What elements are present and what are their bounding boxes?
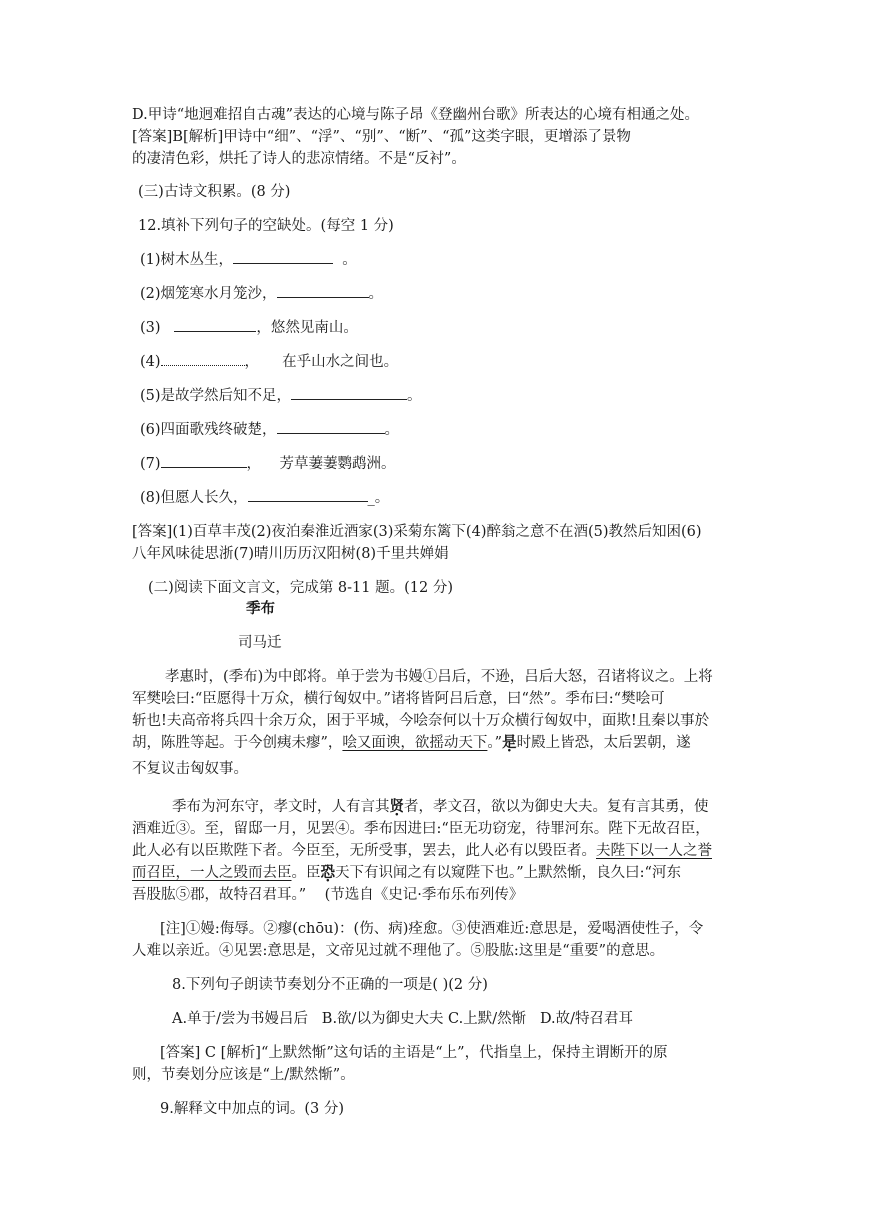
dotted-word: 贤	[389, 798, 404, 815]
passage-text: 时殿上皆恐，太后罢朝，遂	[516, 735, 691, 751]
fill-text: 在乎山水之间也。	[282, 354, 399, 370]
passage-text: 。臣	[291, 865, 321, 881]
notes-line: 人难以亲近。④见罢:意思是，文帝见过就不理他了。⑤股肱:这里是“重要”的意思。	[132, 943, 665, 959]
fill-text: (4)	[140, 354, 161, 370]
passage-p2-line	[132, 884, 523, 906]
option-d-line: D.甲诗“地迥难招自古魂”表达的心境与陈子昂《登幽州台歌》所表达的心境有相通之处。	[132, 107, 700, 123]
fill-text: (3)	[140, 320, 161, 336]
fill-text: (2)烟笼寒水月笼沙，	[140, 286, 277, 302]
fill-item-3	[140, 317, 358, 339]
question-8-stem: 8.下列句子朗读节奏划分不正确的一项是( )(2 分)	[172, 977, 488, 993]
blank-line	[233, 249, 333, 264]
fill-text: (8)但愿人长久，	[140, 490, 248, 506]
blank-line	[277, 283, 369, 298]
blank-line	[161, 453, 247, 468]
dotted-word: 是	[502, 734, 517, 751]
passage-text: 吾股肱⑤郡，故特召君耳。”	[132, 887, 307, 903]
passage-p2-line: 酒难近③。至，留邸一月，见罢④。季布因进曰:“臣无功窃宠，待罪河东。陛下无故召臣，	[132, 821, 710, 837]
question-9-stem: 9.解释文中加点的词。(3 分)	[160, 1101, 344, 1117]
passage-p2-line	[172, 796, 709, 818]
passage-text: 者，孝文召，欲以为御史大夫。复有言其勇，使	[404, 799, 709, 815]
question-8-answer: [答案] C [解析]“上默然惭”这句话的主语是“上”，代指皇上，保持主谓断开的原	[160, 1045, 668, 1061]
passage-p1-line	[132, 732, 691, 754]
passage-text: 。”	[487, 735, 503, 751]
passage-author: 司马迁	[238, 635, 282, 651]
section-heading: (三)古诗文积累。(8 分)	[138, 184, 291, 200]
fill-item-6	[140, 419, 399, 441]
dotted-word: 恐	[320, 864, 335, 881]
fill-text: (6)四面歌残终破楚，	[140, 422, 277, 438]
question-12-stem: 12.填补下列句子的空缺处。(每空 1 分)	[138, 218, 394, 234]
underlined-phrase: 而召臣，一人之毁而去臣	[132, 865, 292, 881]
blank-line	[277, 419, 385, 434]
fill-text: ，	[246, 456, 262, 472]
fill-item-4	[140, 351, 398, 373]
fill-text: 。	[342, 252, 357, 268]
answer-12-line: [答案](1)百草丰茂(2)夜泊秦淮近酒家(3)采菊东篱下(4)醉翁之意不在酒(5)教然后知困(6)	[132, 524, 702, 540]
fill-item-1	[140, 249, 357, 271]
fill-item-7	[140, 453, 395, 475]
answer-line-cont: 的凄清色彩，烘托了诗人的悲凉情绪。不是“反衬”。	[132, 151, 466, 167]
fill-text: ，	[244, 354, 260, 370]
passage-source: (节选自《史记·季布乐布列传》	[324, 887, 524, 903]
fill-text: ，悠然见南山。	[256, 320, 358, 336]
underlined-phrase: 夫陛下以一人之誉	[596, 843, 712, 859]
passage-p1-line: 军樊哙曰:“臣愿得十万众，横行匈奴中。”诸将皆阿吕后意，曰“然”。季布曰:“樊哙可	[132, 691, 665, 707]
passage-text: 季布为河东守，孝文时，人有言其	[172, 799, 390, 815]
passage-p2-line	[132, 862, 681, 884]
fill-item-8	[140, 487, 389, 509]
answer-line: [答案]B[解析]甲诗中“细”、“浮”、“别”、“断”、“孤”这类字眼，更增添了景物	[132, 129, 631, 145]
fill-text: 。	[384, 422, 400, 438]
blank-line	[174, 317, 256, 332]
answer-12-line-cont: 八年风味徒思浙(7)晴川历历汉阳树(8)千里共婵娟	[132, 546, 449, 562]
passage-p1-line: 孝惠时，(季布)为中郎将。单于尝为书嫚①吕后，不逊，吕后大怒，召诸将议之。上将	[165, 669, 713, 685]
fill-text: 。	[368, 286, 384, 302]
question-8-answer-cont: 则，节奏划分应该是“上/默然惭”。	[132, 1067, 355, 1083]
blank-line	[161, 351, 245, 366]
fill-text: (1)树木丛生，	[140, 252, 234, 268]
passage-text: 天下有识闻之有以窥陛下也。”上默然惭，良久曰:“河东	[335, 865, 681, 881]
fill-text: _。	[367, 490, 390, 506]
question-8-options: A.单于/尝为书嫚吕后 B.欲/以为御史大夫 C.上默/然惭 D.故/特召君耳	[172, 1011, 634, 1027]
passage-text: 此人必有以臣欺陛下者。今臣至，无所受事，罢去，此人必有以毁臣者。	[132, 843, 596, 859]
reading-section-heading: (二)阅读下面文言文，完成第 8-11 题。(12 分)	[148, 580, 453, 596]
fill-item-2	[140, 283, 383, 305]
fill-item-5	[140, 385, 422, 407]
fill-text: (7)	[140, 456, 161, 472]
blank-line	[291, 385, 407, 400]
fill-text: (5)是故学然后知不足，	[140, 388, 292, 404]
blank-line	[248, 487, 368, 502]
passage-text: 胡，陈胜等起。于今创痍未瘳”，	[132, 735, 343, 751]
fill-text: 芳草萋萋鹦鹉洲。	[279, 456, 396, 472]
notes-line: [注]①嫚:侮辱。②瘳(chōu)：(伤、病)痊愈。③使酒难近:意思是，爱喝酒使性子，令	[160, 921, 704, 937]
passage-p2-line	[132, 840, 712, 862]
passage-p1-line: 不复议击匈奴事。	[132, 761, 248, 777]
passage-title: 季布	[246, 600, 275, 617]
fill-text: 。	[407, 388, 422, 404]
passage-p1-line: 斩也!夫高帝将兵四十余万众，困于平城，今哙奈何以十万众横行匈奴中，面欺!且秦以事於	[132, 713, 710, 729]
underlined-phrase: 哙又面谀，欲摇动天下	[342, 735, 488, 751]
